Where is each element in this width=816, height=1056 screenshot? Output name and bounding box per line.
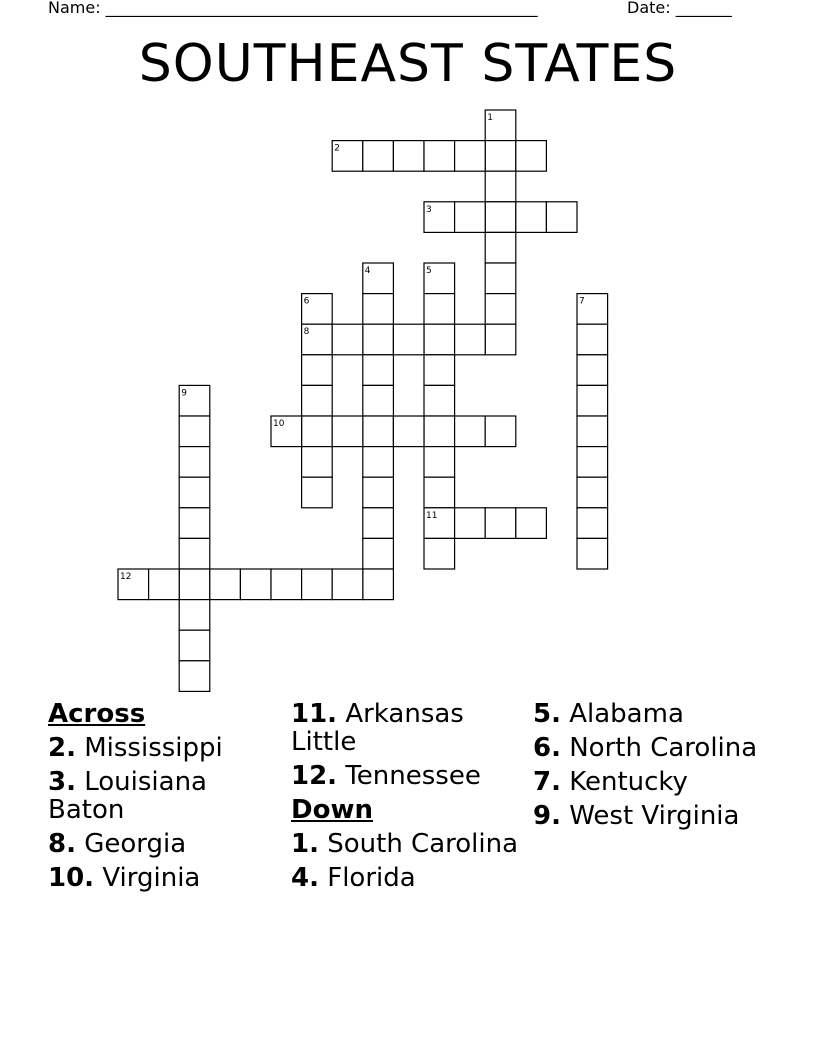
across-heading: Across (48, 699, 146, 729)
grid-cell[interactable] (363, 355, 394, 386)
grid-cell[interactable] (332, 324, 363, 355)
clue-number: 9. (533, 801, 561, 831)
grid-cell[interactable] (302, 569, 333, 600)
grid-cell[interactable] (363, 477, 394, 508)
grid-cell[interactable] (516, 202, 547, 233)
clue-number: 12. (291, 761, 338, 791)
grid-cell[interactable] (455, 508, 486, 539)
grid-cell[interactable] (210, 569, 241, 600)
grid-cell[interactable] (424, 324, 455, 355)
grid-cell[interactable] (455, 416, 486, 447)
clue-text: North Carolina (560, 733, 758, 763)
cell-number: 3 (426, 204, 432, 215)
grid-cell[interactable] (485, 508, 516, 539)
grid-cell[interactable] (577, 324, 608, 355)
grid-cell[interactable] (149, 569, 180, 600)
grid-cell[interactable] (577, 385, 608, 416)
grid-cell[interactable] (179, 569, 210, 600)
page-title: SOUTHEAST STATES (138, 34, 678, 94)
grid-cell[interactable] (577, 508, 608, 539)
cell-number: 12 (120, 572, 132, 582)
cell-number: 2 (334, 143, 340, 154)
clue-text: Georgia (75, 829, 187, 859)
grid-cell[interactable] (455, 324, 486, 355)
cell-number: 1 (487, 113, 493, 123)
cell-number: 6 (303, 296, 310, 307)
grid-cell[interactable] (577, 538, 608, 569)
clue-text: Kentucky (560, 767, 688, 797)
clue-text: West Virginia (560, 801, 740, 831)
grid-cell[interactable] (485, 324, 516, 355)
grid-cell[interactable] (363, 141, 394, 172)
clues-column-2 (291, 700, 521, 898)
clue-down-4 (291, 864, 521, 892)
grid-cell[interactable] (271, 569, 302, 600)
grid-cell[interactable] (577, 355, 608, 386)
grid-cell[interactable] (332, 569, 363, 600)
grid-cell[interactable] (302, 447, 333, 478)
grid-cell[interactable] (485, 202, 516, 233)
grid-cell[interactable] (424, 385, 455, 416)
clue-number: 7. (533, 767, 561, 797)
grid-cell[interactable] (424, 477, 455, 508)
grid-cell[interactable] (577, 447, 608, 478)
grid-cell[interactable] (485, 232, 516, 263)
grid-cell[interactable] (363, 294, 394, 325)
clue-number: 1. (291, 829, 319, 859)
grid-cell[interactable] (179, 630, 210, 661)
grid-cell[interactable] (424, 416, 455, 447)
clue-across-8 (48, 830, 278, 858)
grid-cell[interactable] (424, 141, 455, 172)
grid-cell[interactable] (577, 477, 608, 508)
grid-cell[interactable] (179, 538, 210, 569)
grid-cell[interactable] (485, 141, 516, 172)
clue-across-12 (291, 762, 521, 790)
clue-across-11 (291, 700, 521, 756)
clue-text: Virginia (94, 863, 201, 893)
cell-number: 8 (303, 327, 310, 338)
clues-column-1 (48, 700, 278, 898)
clue-text: Tennessee (337, 761, 481, 791)
date-field[interactable]: Date: _______ (627, 0, 732, 17)
clue-text: Alabama (560, 699, 684, 729)
grid-cell[interactable] (485, 263, 516, 294)
grid-cell[interactable] (485, 171, 516, 202)
clue-number: 10. (48, 863, 95, 893)
grid-cell[interactable] (546, 202, 577, 233)
grid-cell[interactable] (424, 538, 455, 569)
grid-cell[interactable] (179, 416, 210, 447)
clue-text: South Carolina (318, 829, 519, 859)
grid-cell[interactable] (363, 508, 394, 539)
grid-cell[interactable] (577, 416, 608, 447)
clue-number: 5. (533, 699, 561, 729)
clue-down-6 (533, 734, 773, 762)
grid-cell[interactable] (363, 385, 394, 416)
grid-cell[interactable] (332, 416, 363, 447)
grid-cell[interactable] (179, 477, 210, 508)
grid-cell[interactable] (455, 141, 486, 172)
grid-cell[interactable] (302, 385, 333, 416)
clue-number: 2. (48, 733, 76, 763)
cell-number: 5 (426, 266, 432, 276)
grid-cell[interactable] (363, 538, 394, 569)
grid-cell[interactable] (302, 355, 333, 386)
cell-number: 9 (181, 388, 187, 399)
cell-number: 7 (579, 296, 585, 307)
grid-cell[interactable] (302, 477, 333, 508)
grid-cell[interactable] (393, 141, 424, 172)
grid-cell[interactable] (393, 324, 424, 355)
clue-down-9 (533, 802, 773, 830)
clue-down-5 (533, 700, 773, 728)
grid-cell[interactable] (516, 141, 547, 172)
grid-cell[interactable] (179, 447, 210, 478)
grid-cell[interactable] (485, 416, 516, 447)
grid-cell[interactable] (516, 508, 547, 539)
grid-cell[interactable] (302, 416, 333, 447)
grid-cell[interactable] (424, 294, 455, 325)
name-field[interactable]: Name: ______________________________________________________ (48, 0, 538, 17)
down-heading: Down (291, 795, 373, 825)
grid-cell[interactable] (455, 202, 486, 233)
clues-column-3 (533, 700, 773, 836)
clue-across-10 (48, 864, 278, 892)
clue-text: Mississippi (75, 733, 223, 763)
clue-number: 4. (291, 863, 319, 893)
grid-cell[interactable] (179, 508, 210, 539)
grid-cell[interactable] (363, 569, 394, 600)
grid-cell[interactable] (393, 416, 424, 447)
grid-cell[interactable] (179, 600, 210, 631)
clue-down-7 (533, 768, 773, 796)
clue-number: 11. (291, 699, 338, 729)
clue-number: 8. (48, 829, 76, 859)
cell-number: 10 (273, 419, 285, 429)
grid-cell[interactable] (179, 661, 210, 692)
clue-number: 6. (533, 733, 561, 763)
clue-number: 3. (48, 767, 76, 797)
clue-down-1 (291, 830, 521, 858)
grid-cell[interactable] (485, 294, 516, 325)
clue-text: Arkansas Little (291, 699, 464, 757)
grid-cell[interactable] (363, 324, 394, 355)
grid-cell[interactable] (240, 569, 271, 600)
grid-cell[interactable] (424, 447, 455, 478)
clue-across-2 (48, 734, 278, 762)
clue-text: Florida (318, 863, 416, 893)
clue-text: Louisiana Baton (48, 767, 207, 825)
grid-cell[interactable] (424, 355, 455, 386)
cell-number: 4 (364, 266, 371, 276)
grid-cell[interactable] (363, 416, 394, 447)
cell-number: 11 (426, 510, 438, 521)
clue-across-3 (48, 768, 278, 824)
grid-cell[interactable] (363, 447, 394, 478)
